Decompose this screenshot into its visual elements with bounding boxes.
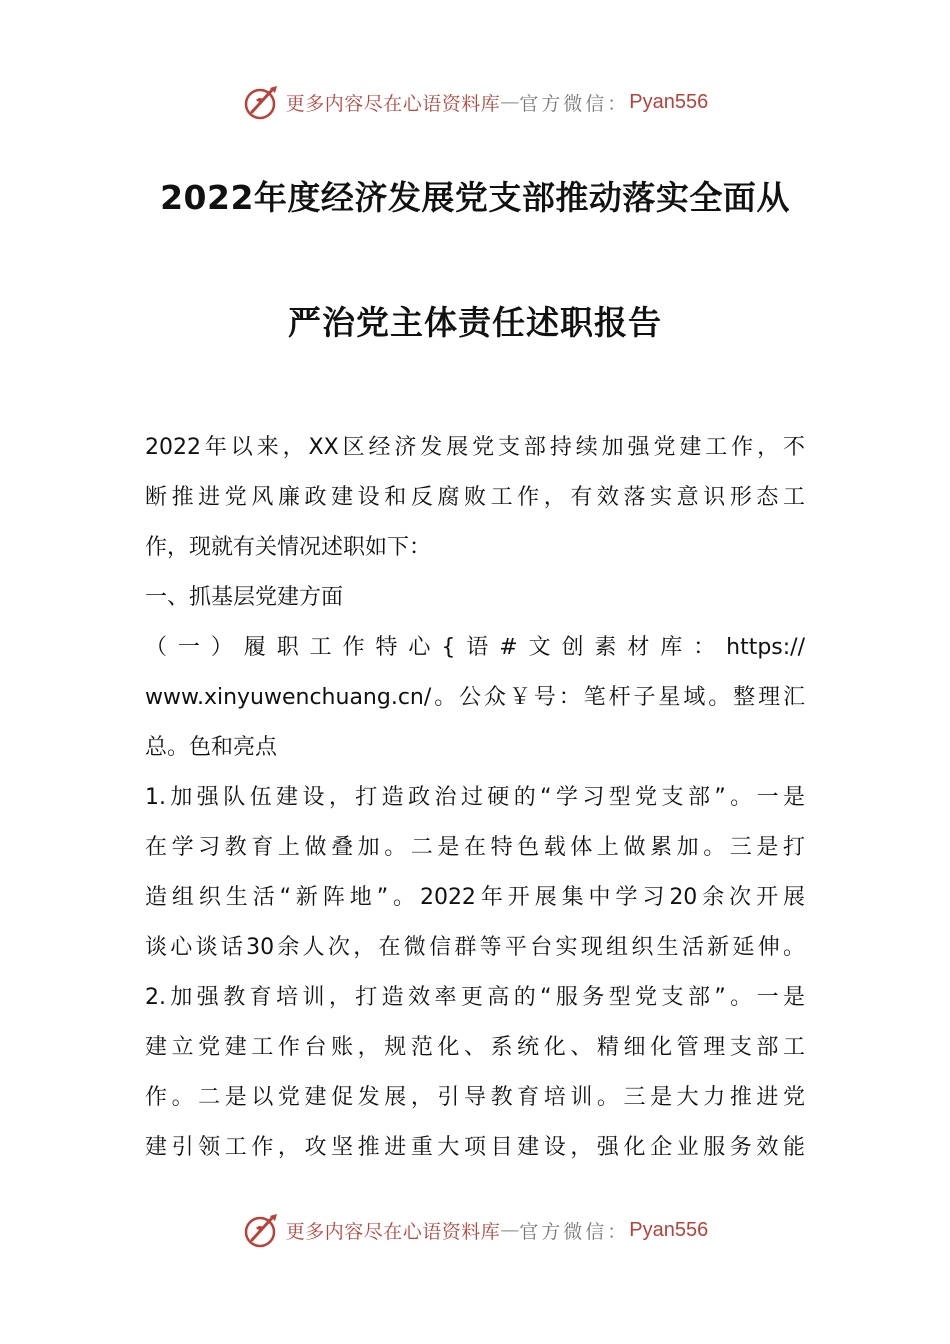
body-line: 在学习教育上做叠加。二是在特色载体上做累加。三是打 (145, 835, 805, 860)
body-line: （一）履职工作特心{语#文创素材库：https:// (145, 635, 805, 660)
wechat-id: Pyan556 (629, 1218, 709, 1241)
wechat-label: 官方微信： (519, 92, 630, 115)
wechat-id: Pyan556 (629, 90, 709, 113)
site-text: 更多内容尽在心语资料库 (285, 1220, 501, 1243)
body-line: 谈心谈话30余人次，在微信群等平台实现组织生活新延伸。 (145, 935, 805, 960)
body-line: 建引领工作，攻坚推进重大项目建设，强化企业服务效能 (145, 1135, 805, 1160)
body-line: 总。色和亮点 (145, 735, 278, 760)
body-line: 作，现就有关情况述职如下： (145, 535, 432, 560)
pen-logo-icon (242, 82, 282, 122)
pen-logo-icon (242, 1210, 282, 1250)
body-line: 作。二是以党建促发展，引导教育培训。三是大力推进党 (145, 1085, 805, 1110)
body-line: 造组织生活“新阵地”。2022年开展集中学习20余次开展 (145, 885, 805, 910)
body-line: 1.加强队伍建设，打造政治过硬的“学习型党支部”。一是 (145, 785, 805, 810)
banner-dash: — (500, 91, 520, 113)
body-line: 2.加强教育培训，打造效率更高的“服务型党支部”。一是 (145, 985, 805, 1010)
page-title-line-1: 2022年度经济发展党支部推动落实全面从 (160, 178, 790, 217)
section-heading: 一、抓基层党建方面 (145, 585, 344, 610)
banner-dash: — (500, 1219, 520, 1241)
site-text: 更多内容尽在心语资料库 (285, 92, 501, 115)
footer-banner (0, 1208, 950, 1252)
body-line: 断推进党风廉政建设和反腐败工作，有效落实意识形态工 (145, 485, 805, 510)
body-line: www.xinyuwenchuang.cn/。公众￥号：笔杆子星域。整理汇 (145, 685, 805, 710)
body-line: 2022年以来，XX区经济发展党支部持续加强党建工作，不 (145, 435, 805, 460)
page-title-line-2: 严治党主体责任述职报告 (288, 303, 662, 342)
body-line: 建立党建工作台账，规范化、系统化、精细化管理支部工 (145, 1035, 805, 1060)
wechat-label: 官方微信： (519, 1220, 630, 1243)
header-banner (0, 80, 950, 124)
